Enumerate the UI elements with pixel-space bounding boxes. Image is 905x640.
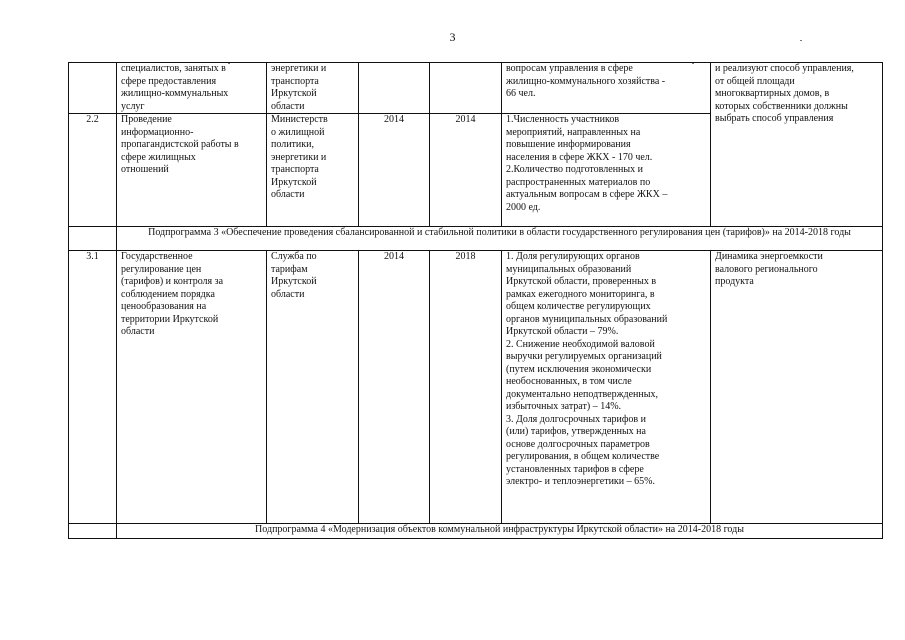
- activity-name: специалистов, занятых в сфере предоставления жилищно-коммунальных услуг: [117, 63, 267, 114]
- subprogram-header-row: [69, 524, 883, 539]
- row-number: 3.1: [69, 251, 117, 524]
- end-year: 2014: [430, 114, 502, 227]
- end-year: [430, 63, 502, 114]
- row-number: 2.2: [69, 114, 117, 227]
- subprogram-3-title: Подпрограмма 3 «Обеспечение проведения сбалансированной и стабильной политики в области государственного регулирования цен (тарифов)» на 2014-2018 годы: [117, 227, 883, 251]
- activity-name: Государственное регулирование цен (тарифов) и контроля за соблюдением порядка ценообразования на территории Иркутской области: [117, 251, 267, 524]
- table-row: [69, 251, 883, 524]
- activity-name: Проведение информационно- пропагандистской работы в сфере жилищных отношений: [117, 114, 267, 227]
- scan-speck: [800, 40, 802, 41]
- start-year: [359, 63, 430, 114]
- start-year: 2014: [359, 251, 430, 524]
- subprogram-header-row: [69, 227, 883, 251]
- subprogram-4-title: Подпрограмма 4 «Модернизация объектов коммунальной инфраструктуры Иркутской области» на 2014-2018 годы: [117, 524, 883, 539]
- expected-result: 1.Численность участников мероприятий, направленных на повышение информирования населения в сфере ЖКХ - 170 чел. 2.Количество подготовленных и распространенных материалов по актуальным вопросам в сфере ЖКХ – 2000 ед.: [502, 114, 711, 227]
- executor: энергетики и транспорта Иркутской области: [267, 63, 359, 114]
- expected-result: 1. Доля регулирующих органов муниципальных образований Иркутской области, проверенных в рамках ежегодного мониторинга, в общем количестве регулирующих органов муниципальных образований Иркутской области – 79%. 2. Снижение необходимой валовой выручки регулируемых организаций (путем исключения экономически необоснованных, в том числе документально неподтвержденных, избыточных затрат) – 14%. 3. Доля долгосрочных тарифов и (или) тарифов, утвержденных на основе долгосрочных параметров регулирования, в общем количестве установленных тарифов в сфере электро- и теплоэнергетики – 65%.: [502, 251, 711, 524]
- executor: Служба по тарифам Иркутской области: [267, 251, 359, 524]
- start-year: 2014: [359, 114, 430, 227]
- executor: Министерств о жилищной политики, энергетики и транспорта Иркутской области: [267, 114, 359, 227]
- subprogram-number-cell: [69, 227, 117, 251]
- end-year: 2018: [430, 251, 502, 524]
- expected-result: вопросам управления в сфере жилищно-коммунального хозяйства - 66 чел.: [502, 63, 711, 114]
- row-number: [69, 63, 117, 114]
- program-table: [68, 62, 883, 539]
- page-number: 3: [449, 30, 456, 44]
- table-row: [69, 63, 883, 114]
- target-indicator: Динамика энергоемкости валового регионального продукта: [711, 251, 883, 524]
- target-indicator: и реализуют способ управления, от общей площади многоквартирных домов, в которых собственники должны выбрать способ управления: [711, 63, 883, 227]
- subprogram-number-cell: [69, 524, 117, 539]
